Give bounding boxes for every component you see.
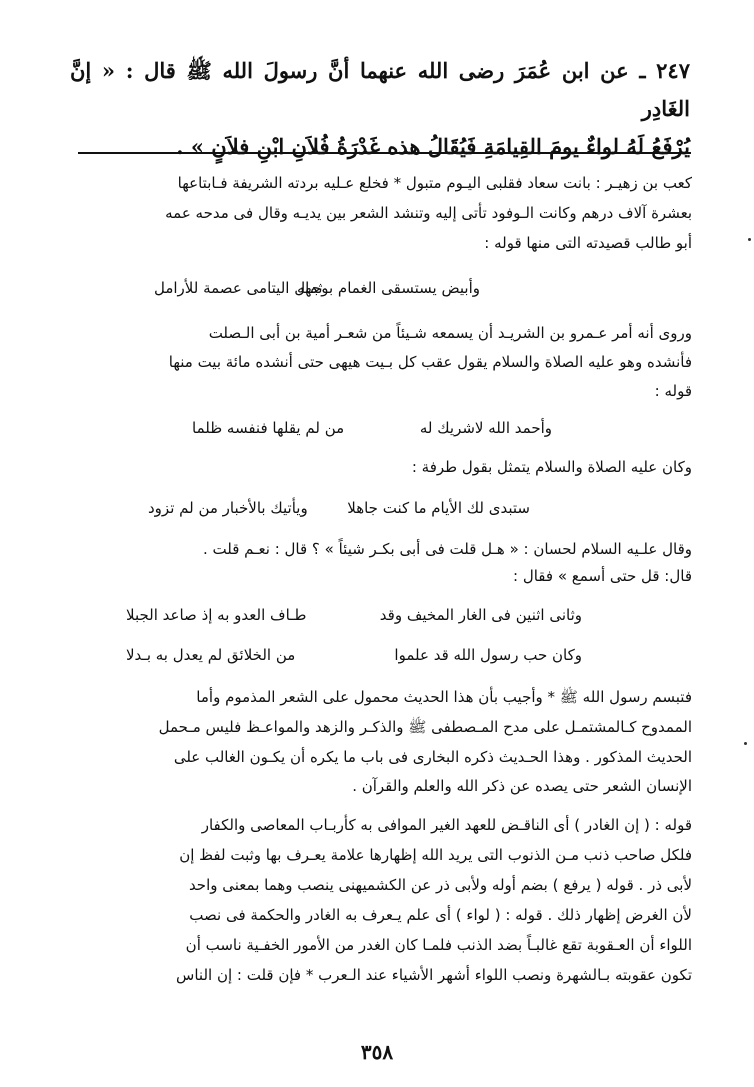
commentary-line: أبو طالب قصيدته التى منها قوله : (484, 234, 692, 252)
commentary-line: الممدوح كـالمشتمـل على مدح المـصطفى ﷺ والذكـر والزهد والمواعـظ فليس مـحمل (158, 718, 692, 736)
commentary-line: وكان عليه الصلاة والسلام يتمثل بقول طرفة : (411, 458, 692, 476)
commentary-line: الحديث المذكور . وهذا الحـديث ذكره البخارى فى باب ما يكره أن يكـون الغالب على (173, 748, 692, 766)
verse-5 (66, 642, 692, 668)
commentary-line: فتبسم رسول الله ﷺ * وأجيب بأن هذا الحديث محمول على الشعر المذموم وأما (196, 688, 692, 706)
separator-rule (78, 152, 691, 154)
commentary-line: تكون عقوبته بـالشهرة ونصب اللواء أشهر الأشياء عند الـعرب * فإن قلت : إن الناس (176, 966, 692, 984)
verse-second-hemistich: من الخلائق لم يعدل به بـدلا (126, 646, 296, 664)
verse-first-hemistich: وكان حب رسول الله قد علموا (394, 646, 582, 664)
commentary-line: وقال علـيه السلام لحسان : « هـل قلت فى أبى بكـر شيئاً » ؟ قال : نعـم قلت . (202, 540, 692, 558)
commentary-line: كعب بن زهيـر : بانت سعاد فقلبى اليـوم متبول * فخلع عـليه بردته الشريفة فـابتاعها (177, 174, 692, 192)
verse-first-hemistich: وأبيض يستسقى الغمام بوجهه (296, 279, 480, 297)
verse-second-hemistich: ويأتيك بالأخبار من لم تزود (148, 499, 308, 517)
page-number: ٣٥٨ (360, 1040, 394, 1064)
commentary-line: قوله : (654, 382, 692, 400)
commentary-line: بعشرة آلاف درهم وكانت الـوفود تأتى إليه وتنشد الشعر بين يديـه وقال فى مدحه عمه (165, 204, 692, 222)
verse-3 (66, 495, 692, 521)
hadith-text (70, 52, 690, 166)
commentary-line: الإنسان الشعر حتى يصده عن ذكر الله والعلم والقرآن . (352, 777, 692, 795)
verse-second-hemistich: ثمال اليتامى عصمة للأرامل (154, 279, 323, 297)
scan-speck (748, 238, 751, 241)
verse-second-hemistich: من لم يقلها فنفسه ظلما (192, 419, 345, 437)
commentary-line: فلكل صاحب ذنب مـن الذنوب التى يريد الله إظهارها علامة يعـرف بها وثبت لفظ إن (179, 846, 692, 864)
hadith-line-1: ٢٤٧ ـ عن ابن عُمَرَ رضى الله عنهما أنَّ رسولَ الله ﷺ قال : « إنَّ الغَادِر (70, 58, 690, 121)
verse-second-hemistich: طـاف العدو به إذ صاعد الجبلا (126, 606, 307, 624)
commentary-line: قال: قل حتى أسمع » فقال : (513, 567, 692, 585)
verse-first-hemistich: وأحمد الله لاشريك له (419, 419, 552, 437)
verse-4 (66, 602, 692, 628)
commentary-line: اللواء أن العـقوبة تقع غالبـاً بضد الذنب فلمـا كان الغدر من الأمور الخفـية ناسب أن (185, 936, 692, 954)
verse-2 (66, 415, 692, 441)
verse-first-hemistich: ستبدى لك الأيام ما كنت جاهلا (347, 499, 530, 517)
hadith-line-2: يُرْفَعُ لَهُ لواءٌ يومَ القِيامَةِ فَيُقَالُ هذه غَدْرَةُ فُلاَنِ ابْنِ فلاَنٍ » . (176, 134, 690, 159)
commentary-line: فأنشده وهو عليه الصلاة والسلام يقول عقب كل بـيت هيهى حتى أنشده مائة بيت منها (168, 353, 692, 371)
commentary-line: لأن الغرض إظهار ذلك . قوله : ( لواء ) أى علم يـعرف به الغادر والحكمة فى نصب (189, 906, 692, 924)
scan-speck (744, 742, 747, 745)
commentary-line: لأبى ذر . قوله ( يرفع ) بضم أوله ولأبى ذر عن الكشميهنى ينصب وهما بمعنى واحد (188, 876, 692, 894)
verse-1 (66, 275, 692, 301)
verse-first-hemistich: وثانى اثنين فى الغار المخيف وقد (379, 606, 582, 624)
commentary-line: قوله : ( إن الغادر ) أى الناقـض للعهد الغير الموافى به كأربـاب المعاصى والكفار (201, 816, 692, 834)
commentary-line: وروى أنه أمر عـمرو بن الشريـد أن يسمعه شـيئاً من شعـر أمية بن أبى الـصلت (208, 324, 692, 342)
